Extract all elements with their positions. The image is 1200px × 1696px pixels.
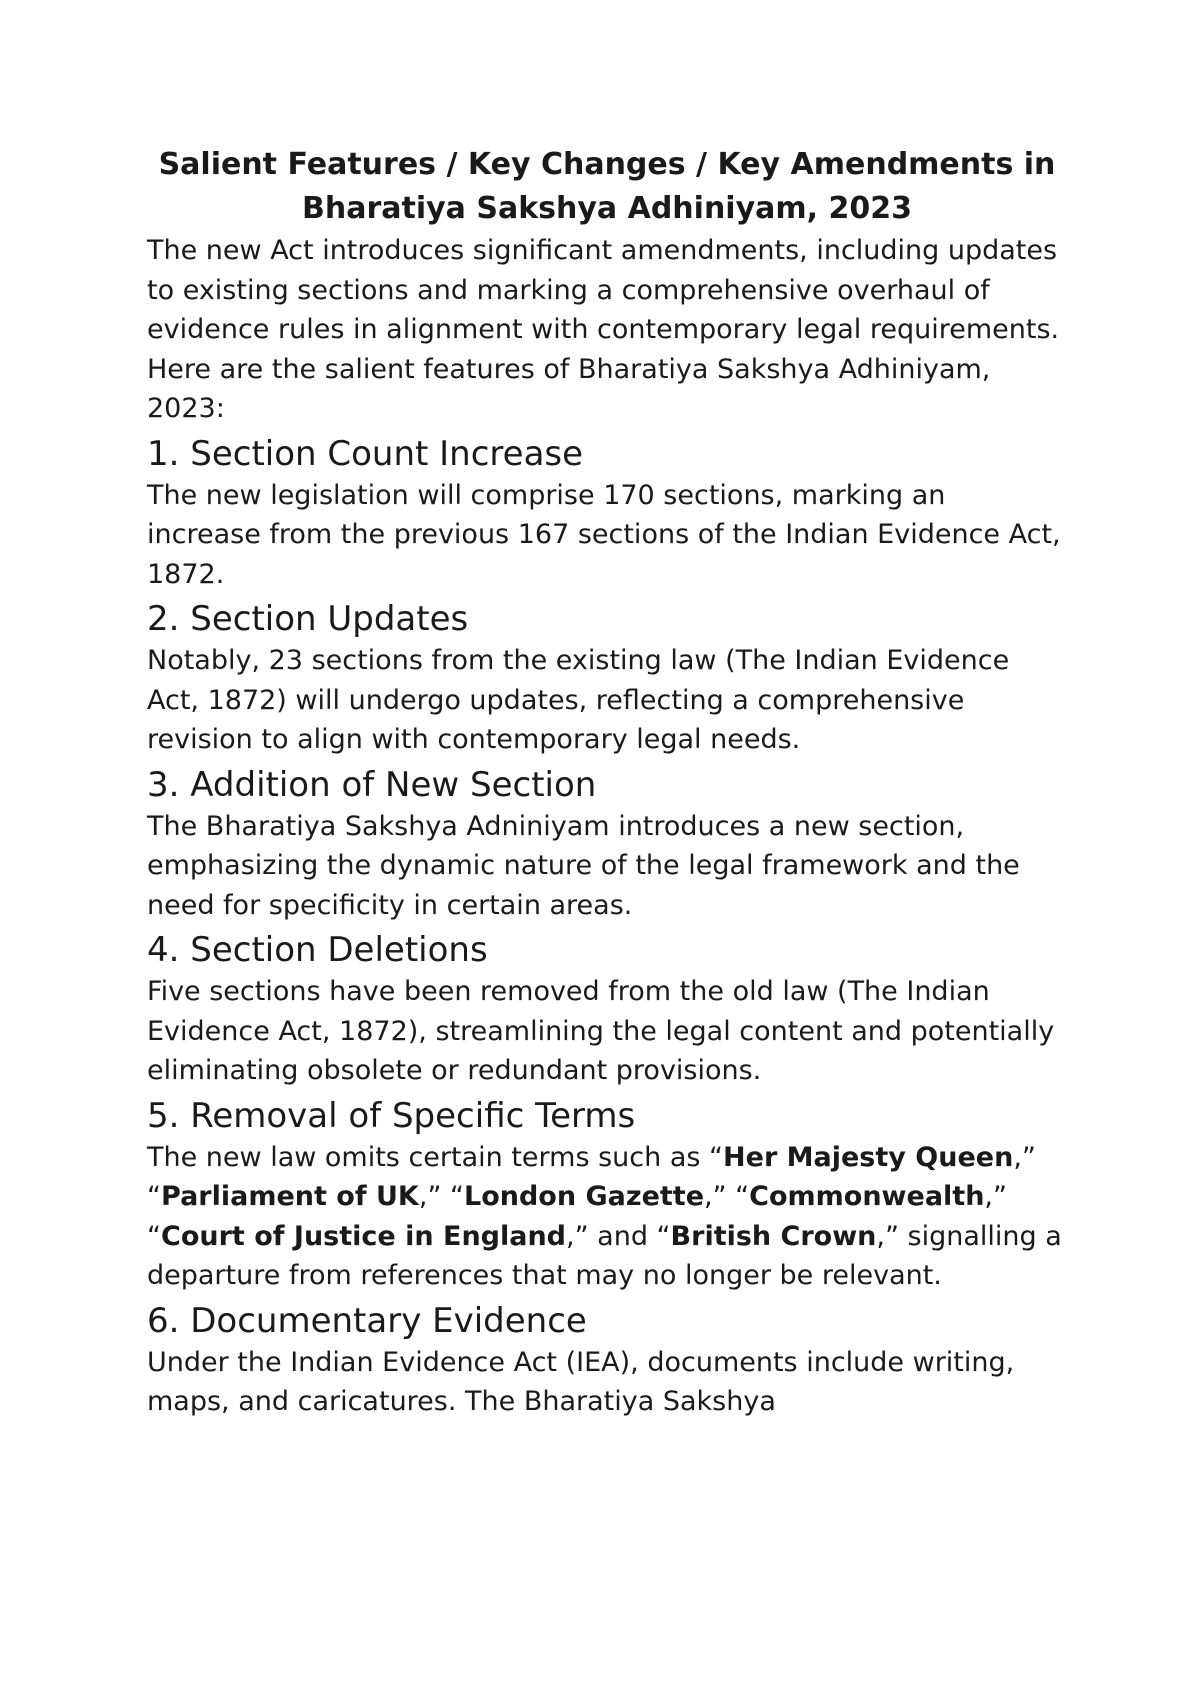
section-body-3: The Bharatiya Sakshya Adniniyam introduces a new section, emphasizing the dynamic nature of the legal framework and the need for specificity in certain areas.	[147, 810, 1020, 921]
section-heading-3: 3. Addition of New Section	[147, 764, 597, 805]
body-text: ,” “	[418, 1181, 464, 1212]
body-text: ,” and “	[566, 1220, 671, 1252]
term-her-majesty-queen: Her Majesty Queen	[723, 1141, 1014, 1173]
section-heading-5: 5. Removal of Specific Terms	[147, 1095, 636, 1136]
section-body-2: Notably, 23 sections from the existing law (The Indian Evidence Act, 1872) will undergo updates, reflecting a comprehensive revision to align with contemporary legal needs.	[147, 645, 1010, 755]
section-body-1: The new legislation will comprise 170 sections, marking an increase from the previous 167 sections of the Indian Evidence Act, 1872.	[147, 479, 1061, 590]
section-body-5	[147, 1138, 1067, 1296]
document-page	[147, 143, 1067, 1422]
term-commonwealth: Commonwealth	[749, 1181, 985, 1212]
section-body-4: Five sections have been removed from the old law (The Indian Evidence Act, 1872), streamlining the legal content and potentially eliminating obsolete or redundant provisions.	[147, 976, 1055, 1086]
document-title: Salient Features / Key Changes / Key Amendments in Bharatiya Sakshya Adhiniyam, 2023	[158, 147, 1056, 226]
body-text: ,” “	[147, 1181, 1007, 1252]
intro-paragraph: The new Act introduces significant amendments, including updates to existing sections and marking a comprehensive overhaul of evidence rules in alignment with contemporary legal requirements. Here are the salient features of Bharatiya Sakshya Adhiniyam, 2023:	[147, 235, 1060, 424]
term-london-gazette: London Gazette	[464, 1181, 705, 1212]
term-parliament-of-uk: Parliament of UK	[161, 1181, 419, 1212]
section-heading-1: 1. Section Count Increase	[147, 433, 584, 474]
body-text: ,” signalling a departure from references that may no longer be relevant.	[147, 1220, 1062, 1291]
term-british-crown: British Crown	[670, 1220, 877, 1252]
body-text: ,” “	[704, 1181, 750, 1212]
body-text: ,” “	[147, 1141, 1036, 1212]
section-heading-4: 4. Section Deletions	[147, 930, 488, 970]
section-body-6: Under the Indian Evidence Act (IEA), documents include writing, maps, and caricatures. The Bharatiya Sakshya	[147, 1346, 1015, 1417]
section-heading-2: 2. Section Updates	[147, 599, 469, 639]
term-court-of-justice-in-england: Court of Justice in England	[161, 1220, 567, 1252]
body-text: The new law omits certain terms such as “	[147, 1141, 724, 1173]
section-heading-6: 6. Documentary Evidence	[147, 1300, 587, 1341]
